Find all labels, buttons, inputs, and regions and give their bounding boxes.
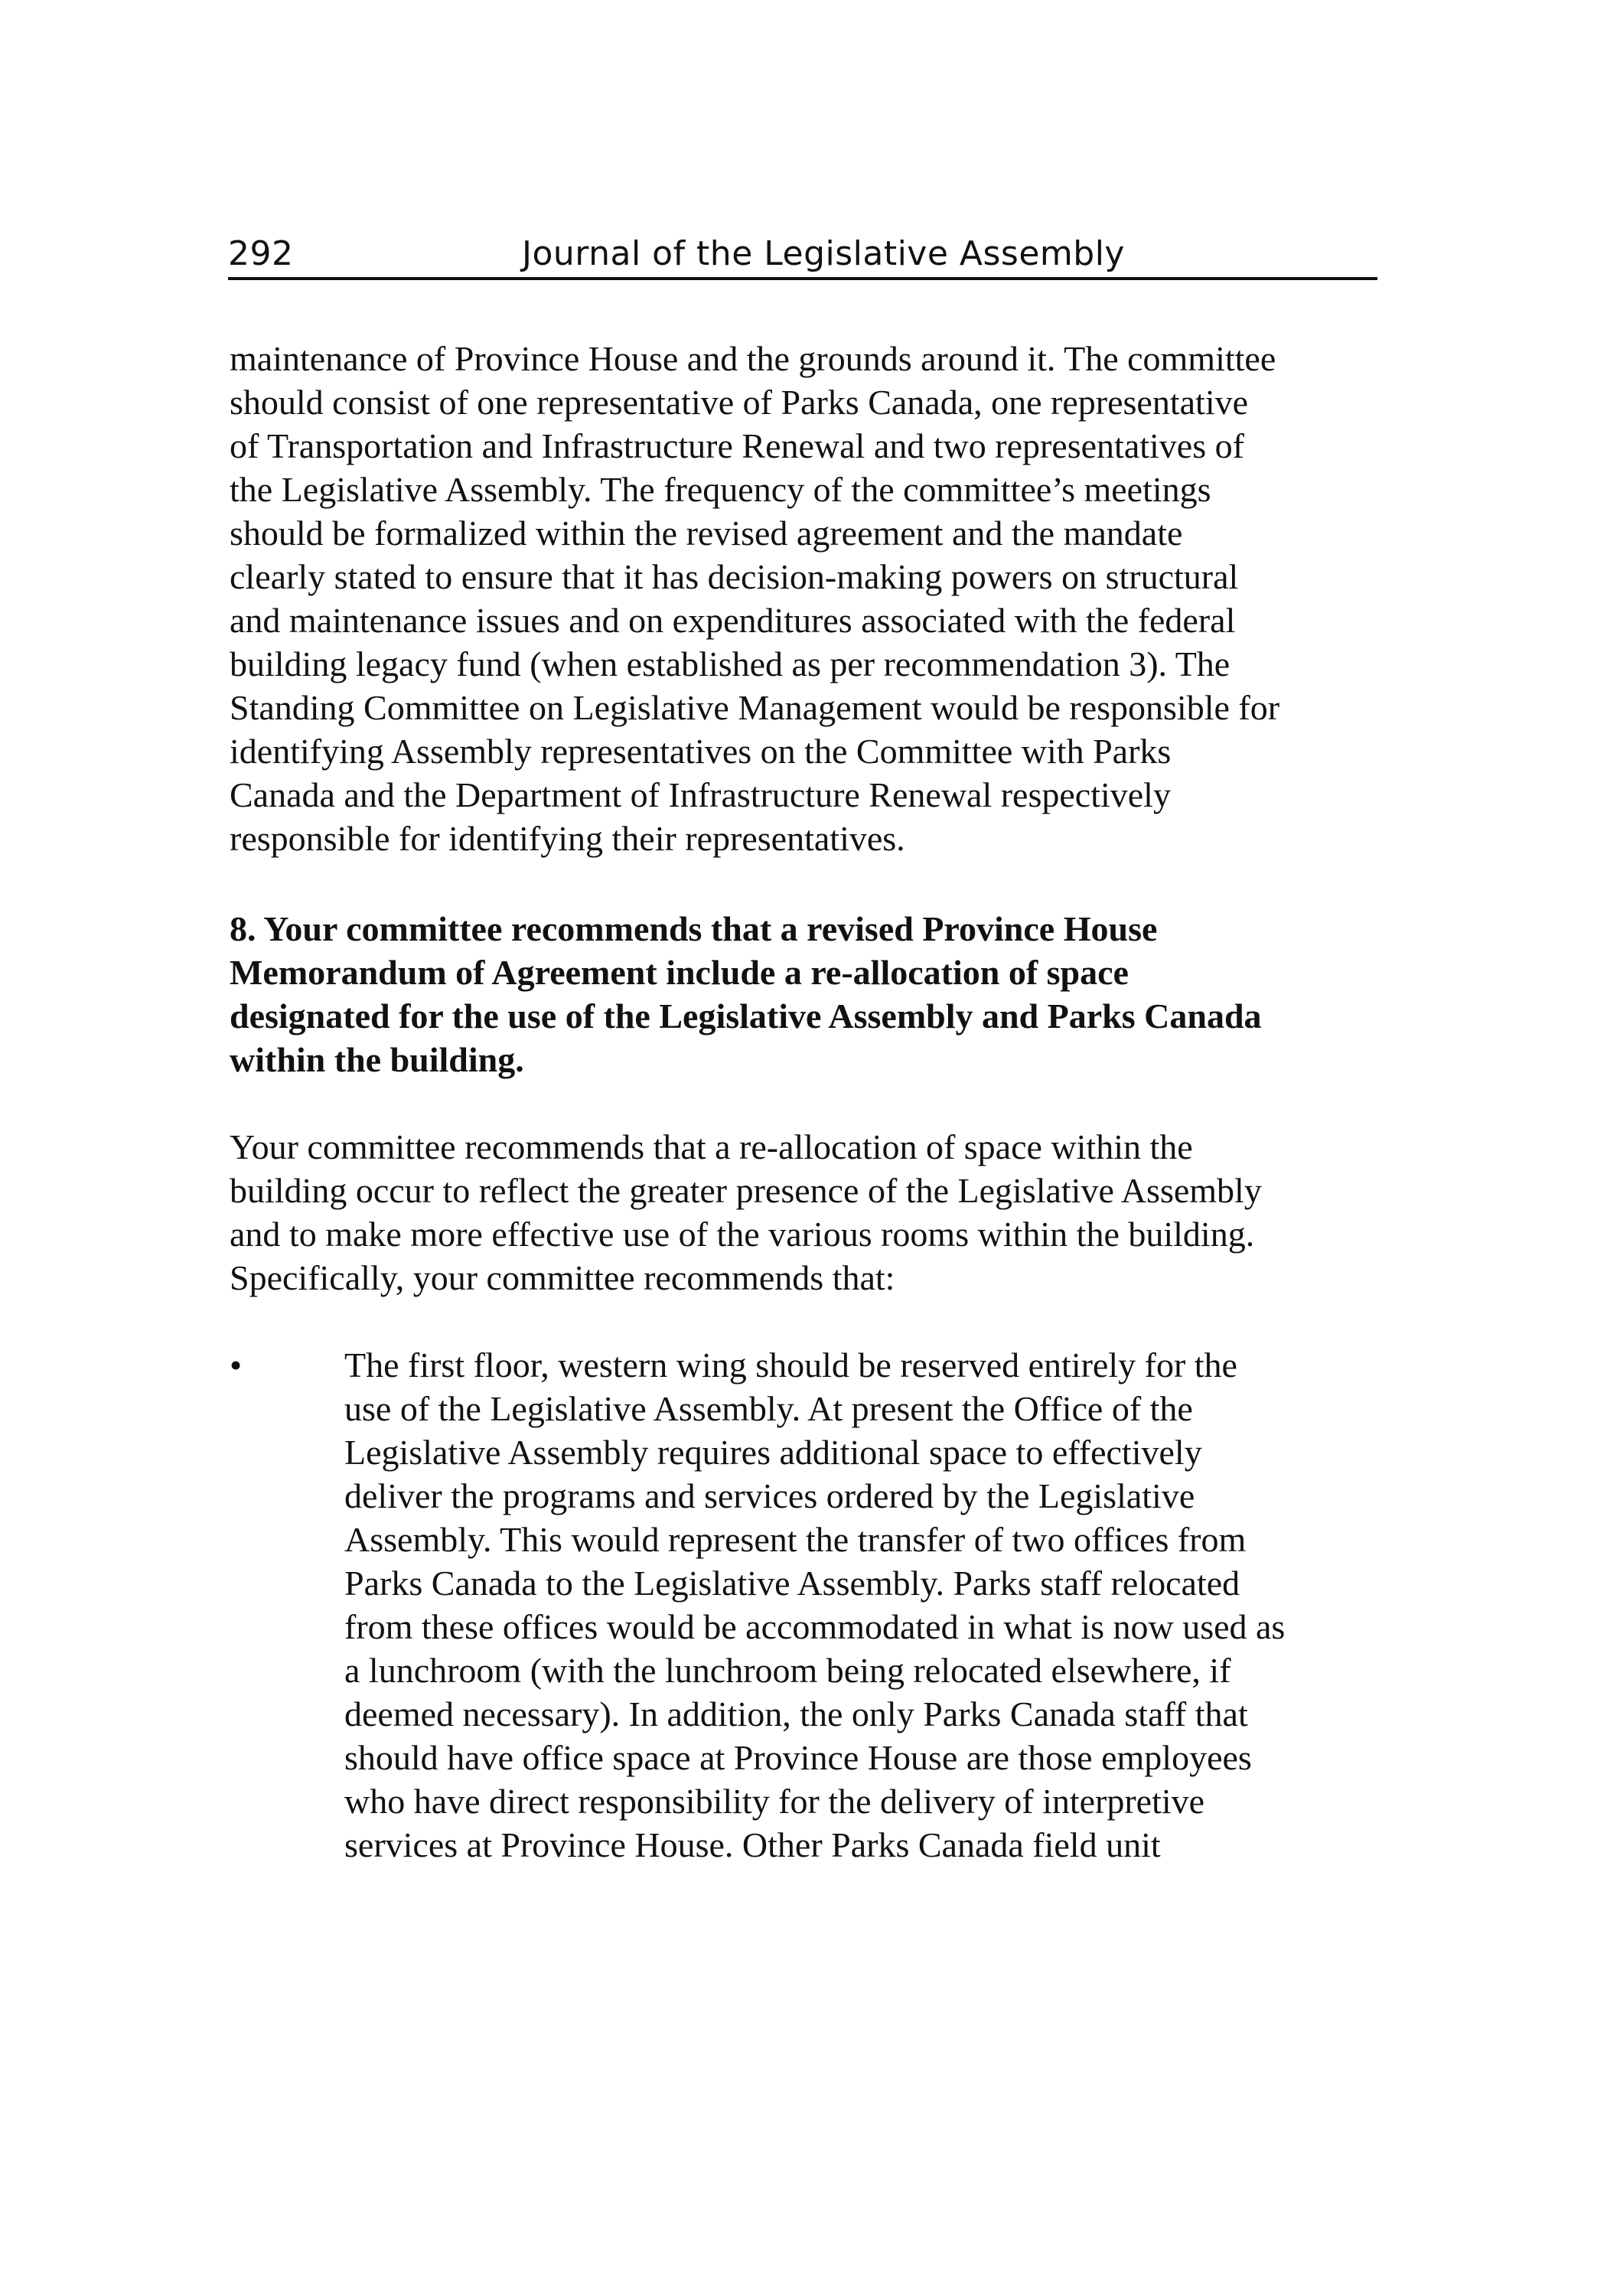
text-line: and maintenance issues and on expenditures associated with the federal bbox=[230, 601, 1236, 640]
text-line: Parks Canada to the Legislative Assembly. Parks staff relocated bbox=[344, 1564, 1240, 1603]
text-line: should be formalized within the revised agreement and the mandate bbox=[230, 514, 1183, 553]
heading-line: within the building. bbox=[230, 1040, 524, 1079]
text-line: services at Province House. Other Parks Canada field unit bbox=[344, 1825, 1161, 1864]
text-line: building occur to reflect the greater presence of the Legislative Assembly bbox=[230, 1171, 1262, 1210]
text-line: Standing Committee on Legislative Management would be responsible for bbox=[230, 688, 1280, 727]
heading-line: Memorandum of Agreement include a re-allocation of space bbox=[230, 953, 1129, 992]
text-line: use of the Legislative Assembly. At present the Office of the bbox=[344, 1389, 1193, 1428]
text-line: Assembly. This would represent the transfer of two offices from bbox=[344, 1520, 1247, 1559]
text-line: Legislative Assembly requires additional space to effectively bbox=[344, 1433, 1202, 1472]
text-line: identifying Assembly representatives on the Committee with Parks bbox=[230, 732, 1172, 771]
paragraph-space-reallocation bbox=[230, 1125, 1385, 1300]
bullet-text bbox=[344, 1343, 1385, 1867]
text-line: Canada and the Department of Infrastructure Renewal respectively bbox=[230, 775, 1171, 814]
heading-line: 8. Your committee recommends that a revised Province House bbox=[230, 909, 1158, 948]
text-line: deemed necessary). In addition, the only Parks Canada staff that bbox=[344, 1694, 1248, 1733]
recommendation-8-heading bbox=[230, 907, 1385, 1081]
text-line: a lunchroom (with the lunchroom being relocated elsewhere, if bbox=[344, 1651, 1231, 1690]
heading-line: designated for the use of the Legislative Assembly and Parks Canada bbox=[230, 996, 1262, 1035]
text-line: Specifically, your committee recommends that: bbox=[230, 1258, 895, 1297]
text-line: of Transportation and Infrastructure Renewal and two representatives of bbox=[230, 426, 1244, 465]
text-line: deliver the programs and services ordered by the Legislative bbox=[344, 1476, 1195, 1515]
bullet-marker: • bbox=[230, 1345, 243, 1384]
text-line: building legacy fund (when established as per recommendation 3). The bbox=[230, 644, 1231, 683]
text-line: Your committee recommends that a re-allocation of space within the bbox=[230, 1127, 1193, 1166]
text-line: from these offices would be accommodated in what is now used as bbox=[344, 1607, 1286, 1646]
journal-title: Journal of the Legislative Assembly bbox=[522, 234, 1125, 273]
text-line: and to make more effective use of the various rooms within the building. bbox=[230, 1215, 1255, 1254]
running-header bbox=[228, 231, 1377, 280]
text-line: should have office space at Province House are those employees bbox=[344, 1738, 1252, 1777]
text-line: should consist of one representative of Parks Canada, one representative bbox=[230, 383, 1249, 422]
text-line: who have direct responsibility for the delivery of interpretive bbox=[344, 1782, 1205, 1821]
text-line: maintenance of Province House and the grounds around it. The committee bbox=[230, 339, 1276, 378]
page-number: 292 bbox=[228, 234, 294, 273]
text-line: the Legislative Assembly. The frequency of the committee’s meetings bbox=[230, 470, 1211, 509]
text-line: The first floor, western wing should be reserved entirely for the bbox=[344, 1345, 1237, 1384]
paragraph-committee-composition bbox=[230, 337, 1385, 860]
text-line: clearly stated to ensure that it has decision-making powers on structural bbox=[230, 557, 1239, 596]
text-line: responsible for identifying their representatives. bbox=[230, 819, 905, 858]
